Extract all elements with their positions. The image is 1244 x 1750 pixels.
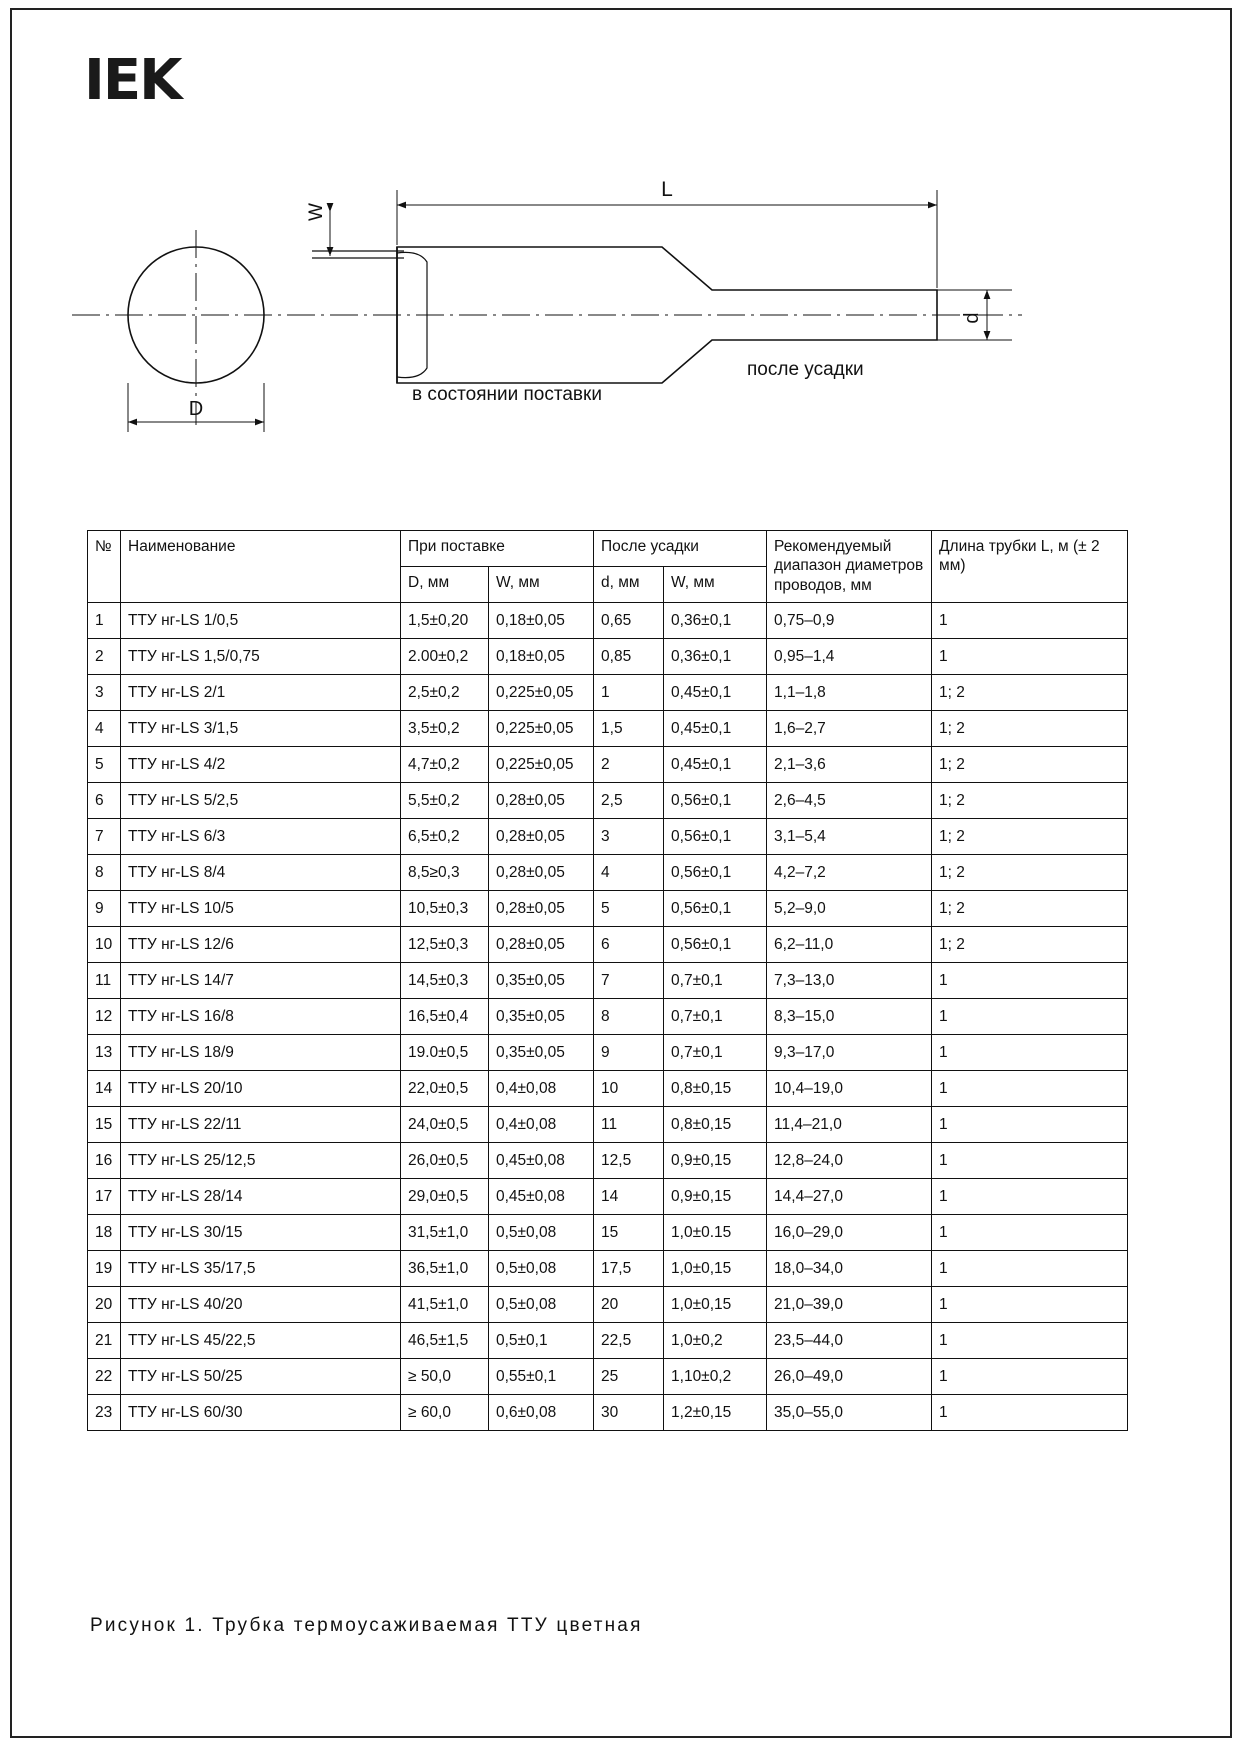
cell-name: ТТУ нг-LS 5/2,5 [121, 783, 401, 819]
cell-range: 6,2–11,0 [767, 927, 932, 963]
table-row [88, 675, 1128, 711]
cell-d-supply: 46,5±1,5 [401, 1323, 489, 1359]
cell-name: ТТУ нг-LS 28/14 [121, 1179, 401, 1215]
cell-length: 1 [932, 1395, 1128, 1431]
cell-w-shrunk: 0,56±0,1 [664, 855, 767, 891]
header-d-supply: D, мм [401, 567, 489, 603]
cell-w-shrunk: 0,45±0,1 [664, 711, 767, 747]
cell-w-supply: 0,4±0,08 [489, 1107, 594, 1143]
cell-w-shrunk: 1,0±0.15 [664, 1215, 767, 1251]
table-row [88, 1035, 1128, 1071]
cell-w-shrunk: 0,36±0,1 [664, 603, 767, 639]
cell-w-supply: 0,18±0,05 [489, 639, 594, 675]
cell-w-shrunk: 0,36±0,1 [664, 639, 767, 675]
table-row [88, 1107, 1128, 1143]
cell-num: 7 [88, 819, 121, 855]
cell-length: 1 [932, 1287, 1128, 1323]
cell-num: 8 [88, 855, 121, 891]
cell-name: ТТУ нг-LS 3/1,5 [121, 711, 401, 747]
cell-w-supply: 0,28±0,05 [489, 783, 594, 819]
header-d-shrunk: d, мм [594, 567, 664, 603]
cell-d-supply: 19.0±0,5 [401, 1035, 489, 1071]
cell-d-supply: ≥ 50,0 [401, 1359, 489, 1395]
cell-name: ТТУ нг-LS 4/2 [121, 747, 401, 783]
cell-num: 13 [88, 1035, 121, 1071]
cell-range: 2,1–3,6 [767, 747, 932, 783]
cell-w-shrunk: 0,45±0,1 [664, 747, 767, 783]
header-num: № [88, 531, 121, 603]
cell-range: 18,0–34,0 [767, 1251, 932, 1287]
cell-range: 11,4–21,0 [767, 1107, 932, 1143]
cell-w-supply: 0,35±0,05 [489, 963, 594, 999]
cell-range: 5,2–9,0 [767, 891, 932, 927]
cell-d-shrunk: 2,5 [594, 783, 664, 819]
cell-length: 1; 2 [932, 711, 1128, 747]
cell-name: ТТУ нг-LS 60/30 [121, 1395, 401, 1431]
cell-w-shrunk: 1,2±0,15 [664, 1395, 767, 1431]
cell-name: ТТУ нг-LS 1/0,5 [121, 603, 401, 639]
cell-name: ТТУ нг-LS 2/1 [121, 675, 401, 711]
cell-length: 1 [932, 1071, 1128, 1107]
cell-num: 15 [88, 1107, 121, 1143]
cell-d-supply: 3,5±0,2 [401, 711, 489, 747]
cell-w-shrunk: 0,9±0,15 [664, 1179, 767, 1215]
cell-name: ТТУ нг-LS 25/12,5 [121, 1143, 401, 1179]
cell-num: 10 [88, 927, 121, 963]
cell-length: 1 [932, 639, 1128, 675]
svg-text:D: D [188, 398, 204, 420]
cell-d-supply: 31,5±1,0 [401, 1215, 489, 1251]
cell-w-supply: 0,55±0,1 [489, 1359, 594, 1395]
cell-w-supply: 0,6±0,08 [489, 1395, 594, 1431]
cell-num: 6 [88, 783, 121, 819]
cell-name: ТТУ нг-LS 30/15 [121, 1215, 401, 1251]
header-row-primary [88, 531, 1128, 567]
cell-d-shrunk: 12,5 [594, 1143, 664, 1179]
cell-d-shrunk: 0,65 [594, 603, 664, 639]
cell-length: 1 [932, 1107, 1128, 1143]
table-row [88, 1395, 1128, 1431]
iek-logo: IEK [84, 48, 181, 113]
cell-length: 1; 2 [932, 783, 1128, 819]
cell-name: ТТУ нг-LS 1,5/0,75 [121, 639, 401, 675]
cell-name: ТТУ нг-LS 14/7 [121, 963, 401, 999]
table-row [88, 1359, 1128, 1395]
specification-table-wrapper [87, 530, 1127, 1431]
cell-w-shrunk: 0,56±0,1 [664, 891, 767, 927]
svg-text:в состоянии поставки: в состоянии поставки [412, 384, 602, 405]
svg-text:d: d [961, 312, 983, 324]
cell-name: ТТУ нг-LS 40/20 [121, 1287, 401, 1323]
cell-range: 8,3–15,0 [767, 999, 932, 1035]
cell-w-shrunk: 0,8±0,15 [664, 1107, 767, 1143]
cell-d-shrunk: 14 [594, 1179, 664, 1215]
cell-d-supply: 16,5±0,4 [401, 999, 489, 1035]
cell-num: 14 [88, 1071, 121, 1107]
cell-name: ТТУ нг-LS 45/22,5 [121, 1323, 401, 1359]
table-row [88, 639, 1128, 675]
document-page [10, 8, 1232, 1738]
header-after-shrink: После усадки [594, 531, 767, 567]
cell-d-supply: 2,5±0,2 [401, 675, 489, 711]
cell-length: 1 [932, 999, 1128, 1035]
cell-d-supply: 24,0±0,5 [401, 1107, 489, 1143]
table-row [88, 1251, 1128, 1287]
cell-w-supply: 0,28±0,05 [489, 819, 594, 855]
cell-w-supply: 0,28±0,05 [489, 891, 594, 927]
cell-d-shrunk: 11 [594, 1107, 664, 1143]
cell-d-shrunk: 9 [594, 1035, 664, 1071]
cell-w-supply: 0,225±0,05 [489, 747, 594, 783]
cell-d-shrunk: 22,5 [594, 1323, 664, 1359]
header-w-supply: W, мм [489, 567, 594, 603]
cell-range: 14,4–27,0 [767, 1179, 932, 1215]
cell-d-supply: 4,7±0,2 [401, 747, 489, 783]
header-tube-length: Длина трубки L, м (± 2 мм) [932, 531, 1128, 603]
table-row [88, 819, 1128, 855]
cell-range: 23,5–44,0 [767, 1323, 932, 1359]
svg-text:L: L [661, 178, 673, 201]
cell-d-shrunk: 30 [594, 1395, 664, 1431]
cell-d-supply: 5,5±0,2 [401, 783, 489, 819]
cell-name: ТТУ нг-LS 16/8 [121, 999, 401, 1035]
cell-d-shrunk: 25 [594, 1359, 664, 1395]
cell-w-supply: 0,5±0,1 [489, 1323, 594, 1359]
figure-caption: Рисунок 1. Трубка термоусаживаемая ТТУ цветная [90, 1615, 643, 1636]
table-header [88, 531, 1128, 603]
cell-w-supply: 0,45±0,08 [489, 1179, 594, 1215]
cell-num: 20 [88, 1287, 121, 1323]
cell-num: 4 [88, 711, 121, 747]
specification-table [87, 530, 1128, 1431]
cell-w-shrunk: 0,7±0,1 [664, 1035, 767, 1071]
cell-range: 16,0–29,0 [767, 1215, 932, 1251]
cell-num: 16 [88, 1143, 121, 1179]
cell-d-supply: 14,5±0,3 [401, 963, 489, 999]
cell-range: 1,1–1,8 [767, 675, 932, 711]
cell-length: 1; 2 [932, 927, 1128, 963]
cell-range: 1,6–2,7 [767, 711, 932, 747]
cell-num: 11 [88, 963, 121, 999]
cell-num: 1 [88, 603, 121, 639]
cell-length: 1 [932, 1215, 1128, 1251]
cell-num: 2 [88, 639, 121, 675]
cell-d-supply: 29,0±0,5 [401, 1179, 489, 1215]
cell-d-supply: ≥ 60,0 [401, 1395, 489, 1431]
cell-w-shrunk: 1,10±0,2 [664, 1359, 767, 1395]
table-row [88, 711, 1128, 747]
svg-text:после усадки: после усадки [747, 359, 864, 380]
cell-d-shrunk: 7 [594, 963, 664, 999]
cell-d-shrunk: 5 [594, 891, 664, 927]
svg-text:W: W [306, 203, 327, 221]
cell-d-shrunk: 2 [594, 747, 664, 783]
cell-d-supply: 36,5±1,0 [401, 1251, 489, 1287]
header-w-shrunk: W, мм [664, 567, 767, 603]
cell-length: 1 [932, 1359, 1128, 1395]
table-row [88, 1323, 1128, 1359]
cell-range: 0,75–0,9 [767, 603, 932, 639]
cell-d-supply: 41,5±1,0 [401, 1287, 489, 1323]
cell-d-shrunk: 15 [594, 1215, 664, 1251]
header-at-supply: При поставке [401, 531, 594, 567]
cell-range: 21,0–39,0 [767, 1287, 932, 1323]
table-row [88, 1071, 1128, 1107]
cell-w-shrunk: 0,56±0,1 [664, 819, 767, 855]
cell-name: ТТУ нг-LS 50/25 [121, 1359, 401, 1395]
cell-w-supply: 0,28±0,05 [489, 927, 594, 963]
cell-name: ТТУ нг-LS 18/9 [121, 1035, 401, 1071]
cell-d-shrunk: 17,5 [594, 1251, 664, 1287]
table-row [88, 1179, 1128, 1215]
cell-d-supply: 8,5≥0,3 [401, 855, 489, 891]
table-row [88, 783, 1128, 819]
cell-num: 23 [88, 1395, 121, 1431]
cell-length: 1; 2 [932, 819, 1128, 855]
cell-length: 1 [932, 603, 1128, 639]
cell-num: 12 [88, 999, 121, 1035]
cell-d-shrunk: 4 [594, 855, 664, 891]
cell-w-supply: 0,28±0,05 [489, 855, 594, 891]
cell-range: 35,0–55,0 [767, 1395, 932, 1431]
table-row [88, 927, 1128, 963]
cell-d-shrunk: 1,5 [594, 711, 664, 747]
cell-w-supply: 0,4±0,08 [489, 1071, 594, 1107]
cell-d-supply: 26,0±0,5 [401, 1143, 489, 1179]
cell-length: 1 [932, 963, 1128, 999]
cell-d-supply: 12,5±0,3 [401, 927, 489, 963]
cell-length: 1 [932, 1179, 1128, 1215]
cell-length: 1; 2 [932, 675, 1128, 711]
cell-w-shrunk: 1,0±0,15 [664, 1287, 767, 1323]
table-row [88, 999, 1128, 1035]
cell-d-supply: 10,5±0,3 [401, 891, 489, 927]
cell-w-shrunk: 0,9±0,15 [664, 1143, 767, 1179]
table-row [88, 1215, 1128, 1251]
header-name: Наименование [121, 531, 401, 603]
table-row [88, 963, 1128, 999]
table-row [88, 747, 1128, 783]
cell-w-supply: 0,225±0,05 [489, 711, 594, 747]
table-row [88, 1143, 1128, 1179]
table-row [88, 891, 1128, 927]
cell-d-shrunk: 10 [594, 1071, 664, 1107]
table-row [88, 603, 1128, 639]
cell-w-supply: 0,45±0,08 [489, 1143, 594, 1179]
cell-num: 5 [88, 747, 121, 783]
cell-w-supply: 0,35±0,05 [489, 999, 594, 1035]
cell-range: 0,95–1,4 [767, 639, 932, 675]
cell-num: 3 [88, 675, 121, 711]
cell-num: 17 [88, 1179, 121, 1215]
cell-d-shrunk: 8 [594, 999, 664, 1035]
cell-name: ТТУ нг-LS 8/4 [121, 855, 401, 891]
cell-w-shrunk: 1,0±0,15 [664, 1251, 767, 1287]
cell-length: 1; 2 [932, 891, 1128, 927]
cell-w-supply: 0,225±0,05 [489, 675, 594, 711]
cell-range: 7,3–13,0 [767, 963, 932, 999]
cell-w-supply: 0,35±0,05 [489, 1035, 594, 1071]
cell-w-supply: 0,18±0,05 [489, 603, 594, 639]
cell-num: 9 [88, 891, 121, 927]
cell-length: 1; 2 [932, 855, 1128, 891]
cell-range: 26,0–49,0 [767, 1359, 932, 1395]
cell-name: ТТУ нг-LS 10/5 [121, 891, 401, 927]
cell-w-shrunk: 0,45±0,1 [664, 675, 767, 711]
table-body [88, 603, 1128, 1431]
cell-name: ТТУ нг-LS 22/11 [121, 1107, 401, 1143]
cell-range: 2,6–4,5 [767, 783, 932, 819]
cell-range: 10,4–19,0 [767, 1071, 932, 1107]
cell-range: 3,1–5,4 [767, 819, 932, 855]
cell-w-shrunk: 0,7±0,1 [664, 999, 767, 1035]
cell-d-shrunk: 3 [594, 819, 664, 855]
cell-w-shrunk: 0,56±0,1 [664, 783, 767, 819]
cell-range: 4,2–7,2 [767, 855, 932, 891]
cell-d-shrunk: 20 [594, 1287, 664, 1323]
cell-num: 19 [88, 1251, 121, 1287]
cell-w-supply: 0,5±0,08 [489, 1251, 594, 1287]
cell-d-shrunk: 1 [594, 675, 664, 711]
product-drawing [12, 150, 1232, 490]
header-recommended-range: Рекомендуемый диапазон диаметров проводов, мм [767, 531, 932, 603]
cell-name: ТТУ нг-LS 20/10 [121, 1071, 401, 1107]
cell-d-supply: 1,5±0,20 [401, 603, 489, 639]
cell-w-supply: 0,5±0,08 [489, 1215, 594, 1251]
cell-length: 1 [932, 1143, 1128, 1179]
cell-name: ТТУ нг-LS 6/3 [121, 819, 401, 855]
cell-length: 1 [932, 1035, 1128, 1071]
cell-num: 22 [88, 1359, 121, 1395]
cell-num: 18 [88, 1215, 121, 1251]
cell-num: 21 [88, 1323, 121, 1359]
cell-w-shrunk: 0,56±0,1 [664, 927, 767, 963]
table-row [88, 855, 1128, 891]
cell-d-shrunk: 6 [594, 927, 664, 963]
cell-w-supply: 0,5±0,08 [489, 1287, 594, 1323]
cell-d-supply: 22,0±0,5 [401, 1071, 489, 1107]
cell-length: 1 [932, 1323, 1128, 1359]
cell-w-shrunk: 1,0±0,2 [664, 1323, 767, 1359]
cell-name: ТТУ нг-LS 35/17,5 [121, 1251, 401, 1287]
cell-length: 1; 2 [932, 747, 1128, 783]
cell-w-shrunk: 0,8±0,15 [664, 1071, 767, 1107]
cell-d-supply: 6,5±0,2 [401, 819, 489, 855]
cell-length: 1 [932, 1251, 1128, 1287]
cell-d-shrunk: 0,85 [594, 639, 664, 675]
cell-range: 12,8–24,0 [767, 1143, 932, 1179]
cell-w-shrunk: 0,7±0,1 [664, 963, 767, 999]
cell-range: 9,3–17,0 [767, 1035, 932, 1071]
cell-name: ТТУ нг-LS 12/6 [121, 927, 401, 963]
table-row [88, 1287, 1128, 1323]
cell-d-supply: 2.00±0,2 [401, 639, 489, 675]
